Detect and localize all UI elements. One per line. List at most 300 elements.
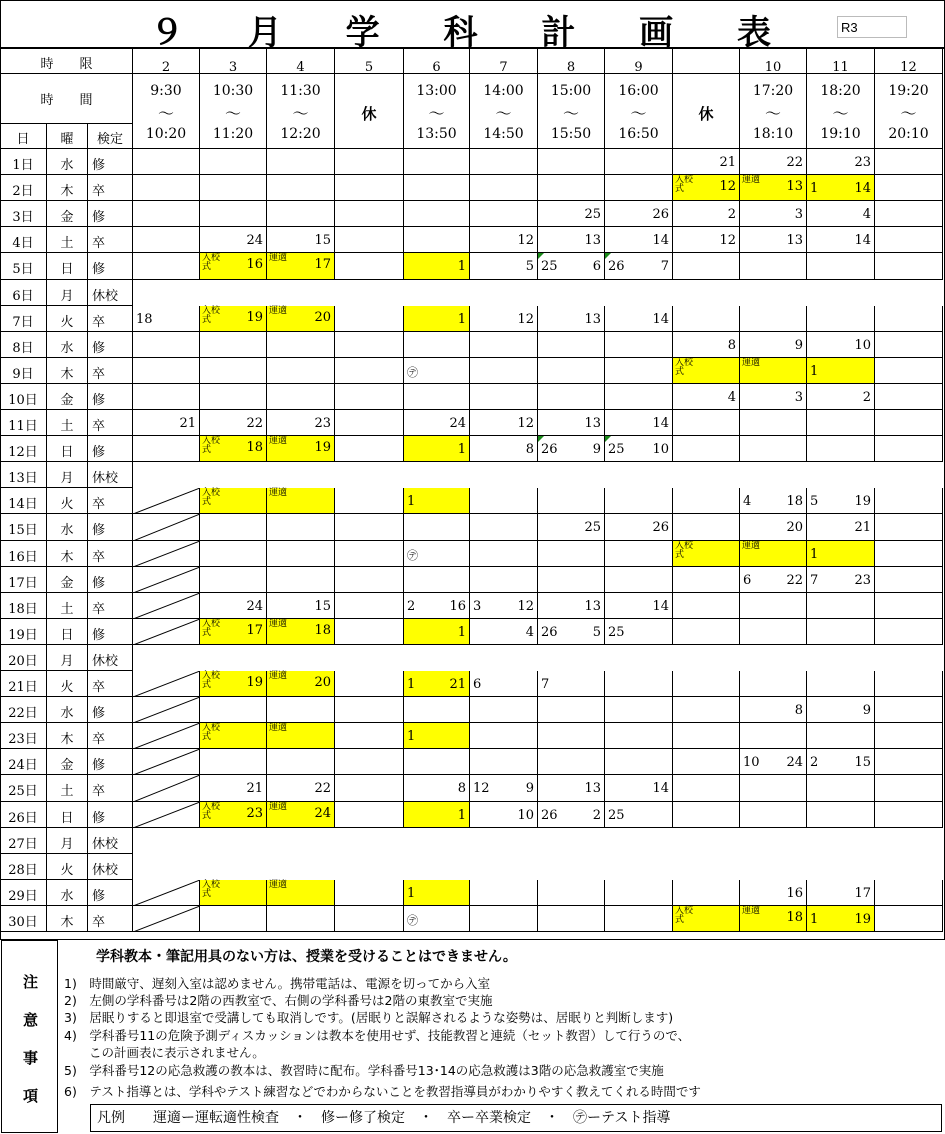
exam-label: 修 [92,758,106,773]
class-number-right: 9 [525,781,534,796]
header-period [875,48,943,74]
schedule-cell [605,332,673,358]
schedule-cell [267,567,335,593]
schedule-cell [673,697,740,723]
row-day [0,332,47,358]
row-weekday [47,802,88,828]
class-number-left: 1 [407,494,416,509]
schedule-cell [605,880,673,906]
class-number-right: 16 [449,599,466,614]
weekday-label: 木 [60,184,74,199]
page-title: ９ 月 学 科 計 画 表 [149,13,798,53]
comment-marker-icon [538,253,544,259]
class-number-right: 13 [584,312,601,327]
weekday-label: 水 [60,706,74,721]
schedule-entry [605,436,673,462]
schedule-entry [267,723,335,749]
row-day [0,149,47,175]
reiwa-year-badge: R3 [837,16,907,38]
lesson-label: 運適 [742,906,761,916]
unavailable-slash-icon [133,514,200,541]
class-number-right: 12 [719,179,736,194]
schedule-cell [470,906,538,932]
class-number-right: 24 [449,416,466,431]
lesson-label: 運適 [269,671,288,681]
unavailable-slash-icon [133,775,200,802]
schedule-entry [740,749,807,775]
schedule-cell [807,410,875,436]
row-exam [88,175,133,201]
row-day [0,358,47,384]
schedule-cell [875,541,943,567]
exam-label: 修 [92,158,106,173]
row-exam [88,306,133,332]
class-number-right: 23 [314,416,331,431]
schedule-cell [267,697,335,723]
tilde: ～ [428,104,445,123]
class-number-right: 9 [592,442,601,457]
row-day [0,593,47,619]
class-number-right: 8 [525,442,534,457]
schedule-cell [875,802,943,828]
header-period [200,48,267,74]
class-number-left: 26 [608,259,625,274]
day-label: 13日 [8,471,38,486]
schedule-cell [133,149,200,175]
schedule-cell [200,384,267,410]
header-time-cell [673,74,740,149]
schedule-cell [267,384,335,410]
class-number-left: 10 [743,755,760,770]
class-number-right: 12 [517,312,534,327]
class-number-right: 19 [246,310,263,325]
start-time: 16:00 [618,83,659,99]
schedule-cell [538,175,605,201]
schedule-cell [673,436,740,462]
weekday-label: 日 [60,811,74,826]
header-time-cell [335,74,404,149]
lesson-label: 入校式 [202,436,221,455]
exam-label: 修 [92,523,106,538]
row-weekday [47,828,88,854]
schedule-entry [267,410,335,436]
class-number-right: 22 [786,573,803,588]
class-number-left: 1 [810,912,819,927]
schedule-cell [673,723,740,749]
class-number-right: 14 [854,233,871,248]
row-day [0,802,47,828]
class-number-right: 26 [652,520,669,535]
schedule-entry [605,253,673,280]
row-weekday [47,175,88,201]
schedule-cell [740,436,807,462]
schedule-entry [740,697,807,723]
schedule-entry [740,332,807,358]
exam-label: 卒 [92,236,106,251]
schedule-entry [200,436,267,462]
schedule-entry [267,802,335,828]
end-time: 18:10 [752,126,794,142]
schedule-entry [404,906,470,932]
exam-label: 卒 [92,367,106,382]
weekday-label: 日 [60,628,74,643]
exam-label: 卒 [92,732,106,747]
class-number-right: 13 [786,233,803,248]
header-time-cell [538,74,605,149]
header-period [470,48,538,74]
schedule-entry [740,358,807,384]
schedule-cell [875,332,943,358]
start-time: 17:20 [752,83,794,99]
row-exam [88,280,133,306]
weekday-label: 火 [60,680,74,695]
schedule-cell [673,514,740,541]
end-time: 12:20 [280,126,321,142]
class-number-right: 24 [786,755,803,770]
weekday-label: 水 [60,523,74,538]
schedule-cell [267,332,335,358]
schedule-entry [673,149,740,175]
class-number-right: 7 [660,259,669,274]
weekday-label: 木 [60,367,74,382]
schedule-cell [538,567,605,593]
lesson-label: 入校式 [675,541,694,560]
row-day [0,671,47,697]
weekday-label: 月 [60,289,74,304]
schedule-entry [267,775,335,802]
schedule-entry [200,775,267,802]
notes-side-char: 事 [22,1049,38,1067]
class-number-right: 12 [517,599,534,614]
class-number-right: 13 [786,179,803,194]
day-label: 15日 [8,523,38,538]
class-number-right: 18 [246,440,263,455]
schedule-entry [740,541,807,567]
day-label: 14日 [8,497,38,512]
day-label: 8日 [12,341,34,356]
schedule-entry [673,906,740,932]
lesson-label: 入校式 [202,880,221,899]
tilde: ～ [495,104,512,123]
schedule-cell [200,697,267,723]
day-label: 28日 [8,863,38,878]
schedule-cell [807,775,875,802]
row-weekday [47,306,88,332]
row-day [0,775,47,802]
row-day [0,854,47,880]
schedule-entry [267,880,335,906]
exam-label: 修 [92,262,106,277]
unavailable-slash-icon [133,619,200,645]
class-number-right: 12 [517,416,534,431]
class-number-right: 8 [794,703,803,718]
row-weekday [47,906,88,932]
row-day [0,619,47,645]
schedule-cell [470,488,538,514]
class-number-left: 1 [407,729,416,744]
start-time: 11:30 [280,83,321,99]
schedule-cell [267,541,335,567]
schedule-entry [133,723,200,749]
schedule-cell [267,149,335,175]
schedule-cell [605,723,673,749]
schedule-cell [200,201,267,227]
schedule-entry [133,880,200,906]
start-time: 9:30 [150,83,182,99]
class-number-right: 20 [314,675,331,690]
header-period [404,48,470,74]
schedule-cell [335,175,404,201]
row-weekday [47,227,88,253]
class-number-right: 17 [854,886,871,901]
unavailable-slash-icon [133,671,200,697]
schedule-cell [470,332,538,358]
class-number-right: 10 [652,442,669,457]
schedule-cell [875,410,943,436]
day-label: 2日 [12,184,34,199]
class-number-right: 2 [862,390,871,405]
schedule-cell [267,514,335,541]
day-label: 30日 [8,915,38,930]
header-period-number: 10 [764,60,782,75]
header-period-number: 4 [296,60,305,75]
tilde: ～ [157,104,174,123]
schedule-cell [605,358,673,384]
class-number-left: 1 [810,181,819,196]
schedule-entry [807,906,875,932]
schedule-cell [875,436,943,462]
schedule-cell [605,149,673,175]
class-number-right: 5 [525,259,534,274]
row-weekday [47,462,88,488]
day-label: 20日 [8,654,38,669]
day-label: 25日 [8,784,38,799]
unavailable-slash-icon [133,906,200,932]
schedule-entry [673,332,740,358]
schedule-entry [133,802,200,828]
class-number-right: 21 [449,677,466,692]
row-exam [88,697,133,723]
schedule-entry [807,201,875,227]
schedule-entry [673,227,740,253]
schedule-entry [807,697,875,723]
schedule-entry [538,410,605,436]
note-item: 2) 左側の学科番号は2階の西教室で、右側の学科番号は2階の東教室で実施 [64,993,493,1008]
schedule-entry [470,253,538,280]
schedule-cell [875,514,943,541]
row-exam [88,854,133,880]
schedule-cell [875,671,943,697]
row-day [0,306,47,332]
schedule-entry [133,488,200,514]
schedule-entry [605,306,673,332]
lesson-label: 運適 [742,175,761,185]
class-number-left: 3 [473,599,482,614]
schedule-entry [470,775,538,802]
row-weekday [47,436,88,462]
row-exam [88,358,133,384]
class-number-left: 1 [407,677,416,692]
class-number-right: 13 [584,781,601,796]
schedule-entry [200,227,267,253]
row-day [0,541,47,567]
schedule-cell [133,253,200,280]
schedule-cell [538,149,605,175]
class-number-right: 22 [314,781,331,796]
schedule-cell [673,775,740,802]
lesson-label: 入校式 [202,802,221,821]
schedule-cell [605,384,673,410]
schedule-cell [875,149,943,175]
schedule-entry [538,201,605,227]
notes-side-label [1,940,58,1133]
schedule-cell [404,567,470,593]
schedule-cell [673,619,740,645]
test-guidance-icon: ㋢ [407,549,418,562]
schedule-entry [133,514,200,541]
note-item: 3) 居眠りすると即退室で受講しても取消しです。(居眠りと誤解されるような姿勢は、居眠りと判断します) [64,1010,674,1025]
schedule-cell [200,514,267,541]
schedule-cell [133,227,200,253]
row-exam [88,775,133,802]
row-day [0,175,47,201]
class-number-right: 17 [246,623,263,638]
weekday-label: 水 [60,341,74,356]
lesson-label: 運適 [269,619,288,629]
schedule-entry [200,306,267,332]
header-text: 曜 [60,132,74,147]
title-bar [0,0,945,53]
schedule-cell [673,593,740,619]
header-time-cell [133,74,200,149]
schedule-entry [133,697,200,723]
schedule-entry [538,227,605,253]
row-exam [88,436,133,462]
schedule-entry [404,775,470,802]
header-period-number: 12 [900,60,917,75]
schedule-cell [538,749,605,775]
schedule-cell [807,436,875,462]
start-time: 19:20 [888,83,929,99]
schedule-cell [335,384,404,410]
class-number-left: 12 [473,781,490,796]
lesson-label: 運適 [269,436,288,446]
weekday-label: 火 [60,315,74,330]
row-exam [88,593,133,619]
day-label: 21日 [8,680,38,695]
class-number-right: 23 [854,573,871,588]
class-number-right: 9 [862,703,871,718]
note-item: この計画表に表示されません。 [64,1045,265,1060]
schedule-entry [538,593,605,619]
schedule-cell [267,201,335,227]
schedule-cell [335,880,404,906]
weekday-label: 火 [60,863,74,878]
schedule-cell [807,593,875,619]
schedule-cell [200,541,267,567]
schedule-cell [335,802,404,828]
class-number-left: 18 [136,312,153,327]
schedule-entry [807,880,875,906]
schedule-entry [267,593,335,619]
schedule-cell [335,723,404,749]
schedule-cell [200,749,267,775]
class-number-right: 25 [584,207,601,222]
header-period-number: 6 [432,60,441,75]
header-period [267,48,335,74]
header-time-label [0,74,133,124]
end-time: 16:50 [618,126,659,142]
schedule-cell [538,332,605,358]
lesson-label: 運適 [269,253,288,263]
schedule-entry [807,749,875,775]
row-day [0,828,47,854]
class-number-left: 1 [810,547,819,562]
row-weekday [47,358,88,384]
row-exam [88,488,133,514]
class-number-left: 4 [743,494,752,509]
exam-label: 修 [92,341,106,356]
row-exam [88,227,133,253]
schedule-entry [740,227,807,253]
schedule-cell [335,697,404,723]
row-weekday [47,880,88,906]
class-number-left: 6 [743,573,752,588]
schedule-entry [470,227,538,253]
row-exam [88,462,133,488]
class-number-right: 10 [517,808,534,823]
schedule-cell [267,749,335,775]
exam-label: 卒 [92,184,106,199]
class-number-right: 12 [517,233,534,248]
class-number-right: 26 [652,207,669,222]
row-exam [88,723,133,749]
class-number-right: 23 [854,155,871,170]
weekday-label: 土 [60,236,74,251]
row-day [0,567,47,593]
lesson-label: 入校式 [202,723,221,742]
class-number-right: 25 [584,520,601,535]
schedule-entry [200,593,267,619]
schedule-cell [470,880,538,906]
row-day [0,410,47,436]
notes-warning: 学科教本・筆記用具のない方は、授業を受けることはできません。 [96,949,517,965]
row-exam [88,384,133,410]
schedule-entry [605,593,673,619]
row-weekday [47,775,88,802]
weekday-label: 金 [60,210,74,225]
row-weekday [47,723,88,749]
header-time-cell [740,74,807,149]
schedule-cell [807,723,875,749]
class-number-right: 22 [246,416,263,431]
schedule-entry [807,567,875,593]
schedule-cell [335,749,404,775]
unavailable-slash-icon [133,567,200,593]
class-number-right: 8 [727,338,736,353]
row-exam [88,201,133,227]
class-number-right: 19 [854,494,871,509]
lesson-label: 入校式 [675,175,694,194]
comment-marker-icon [538,436,544,442]
schedule-cell [335,358,404,384]
schedule-cell [470,697,538,723]
exam-label: 修 [92,210,106,225]
day-label: 6日 [12,289,34,304]
class-number-right: 19 [246,675,263,690]
schedule-entry [740,906,807,932]
row-exam [88,619,133,645]
